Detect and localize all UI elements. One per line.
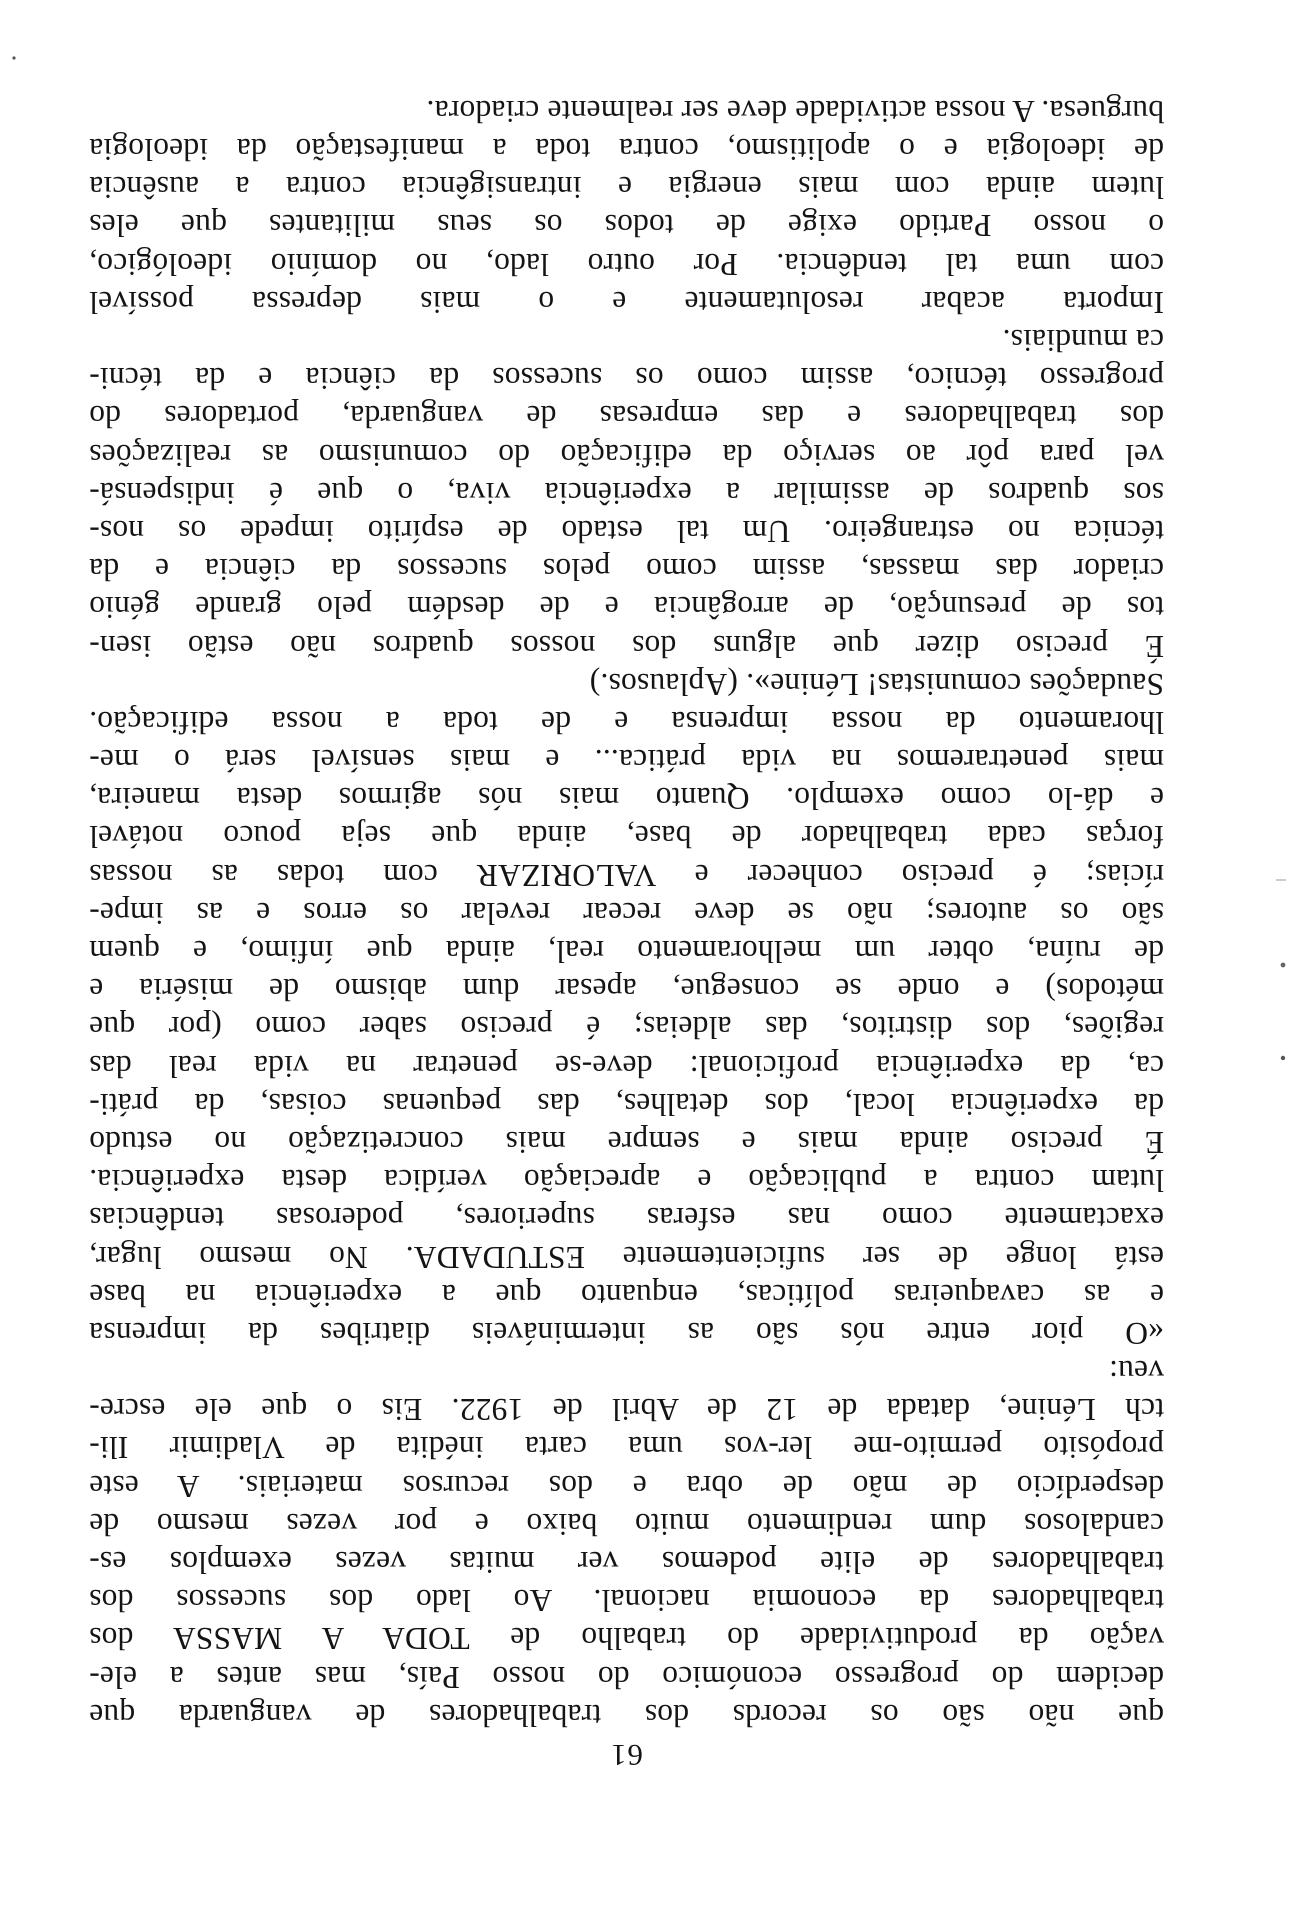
text-line: desperdício de mão de obra e dos recursos materiais. A este [89,1468,1164,1504]
text-line: progresso técnico, assim como os sucessos da ciência e da técni- [89,361,1164,397]
text-line: burguesa. A nossa actividade deve ser realmente criadora. [426,93,1164,129]
quote-line: exactamente como nas esferas superiores, poderosas tendências [89,1201,1164,1237]
text-line: lutem ainda com mais energia e intransigência contra a ausência [89,170,1164,206]
quote-line: métodos) e onde se consegue, apesar dum abismo de miséria e [89,972,1164,1008]
text-line: com uma tal tendência. Por outro lado, no domínio ideológico, [89,246,1164,282]
text-line: propósito permito-me ler-vos uma carta inédita de Vladimir Ili- [89,1430,1164,1466]
text-line: decidem do progresso económico do nosso País, mas antes a ele- [89,1659,1164,1695]
quote-line: de ruína, obter um melhoramento real, ainda que ínfimo, e quem [89,934,1164,970]
page-text-block [89,92,1164,1774]
text-line: técnica no estrangeiro. Um tal estado de espírito impede os nos- [89,513,1164,549]
text-line: veu: [1108,1354,1164,1390]
text-line: o nosso Partido exige de todos os seus militantes que eles [89,208,1164,244]
quote-line: e dá-lo como exemplo. Quanto mais nós agirmos desta maneira, [89,781,1164,817]
text-line: criador das massas, assim como pelos sucessos da ciência e da [89,552,1164,588]
text-line: trabalhadores da economia nacional. Ao lado dos sucessos dos [89,1583,1164,1619]
quote-line: lhoramento da nossa imprensa e de toda a nossa edificação. [89,704,1164,740]
quote-line: da experiência local, dos detalhes, das pequenas coisas, da práti- [89,1086,1164,1122]
quote-line: forças cada trabalhador de base, ainda que seja pouco notável [89,819,1164,855]
text-line: É preciso dizer que alguns dos nossos quadros não estão isen- [89,628,1164,664]
quote-line: É preciso ainda mais e sempre mais concretização no estudo [89,1124,1164,1160]
text-line: sos quadros de assimilar a experiência viva, o que é indispensá- [89,475,1164,511]
page-number: 61 [610,1738,643,1773]
quote-line: rícias; é preciso conhecer e VALORIZAR com todas as nossas [89,857,1164,893]
text-line: dos trabalhadores e das empresas de vanguarda, portadores do [89,399,1164,435]
text-line: candalosos dum rendimento muito baixo e por vezes mesmo de [89,1506,1164,1542]
text-line: de ideologia e o apolitismo, contra toda a manifestação da ideologia [89,132,1164,168]
quote-line: Saudações comunistas! Lénine». (Aplausos.) [589,666,1164,702]
quote-line: regiões, dos distritos, das aldeias; é preciso saber como (por que [89,1010,1164,1046]
quote-line: lutam contra a publicação e apreciação verídica desta experiência. [89,1163,1164,1199]
quote-line: mais penetraremos na vida prática... e mais sensível será o me- [89,743,1164,779]
text-line: trabalhadores de elite podemos ver muitas vezes exemplos es- [89,1545,1164,1581]
text-line: tos de presunção, de arrogância e de desdém pelo grande génio [89,590,1164,626]
text-line: vação da produtividade do trabalho de TODA A MASSA dos [89,1621,1164,1657]
quote-line: são os autores; não se deve recear revelar os erros e as impe- [89,895,1164,931]
text-line: vel para pôr ao serviço da edificação do comunismo as realizações [89,437,1164,473]
text-line: que não são os records dos trabalhadores de vanguarda que [89,1697,1164,1733]
quote-line: «O pior entre nós são as intermináveis diatribes da imprensa [89,1315,1164,1351]
text-line: Importa acabar resolutamente e o mais depressa possível [89,284,1164,320]
quote-line: e as cavaqueiras políticas, enquanto que a experiência na base [89,1277,1164,1313]
quote-line: está longe de ser suficientemente ESTUDADA. No mesmo lugar, [89,1239,1164,1275]
quote-line: ca, da experiência proficional: deve-se penetrar na vida real das [89,1048,1164,1084]
text-line: ca mundiais. [1002,323,1164,359]
text-line: tch Lénine, datada de 12 de Abril de 1922. Eis o que ele escre- [89,1392,1164,1428]
